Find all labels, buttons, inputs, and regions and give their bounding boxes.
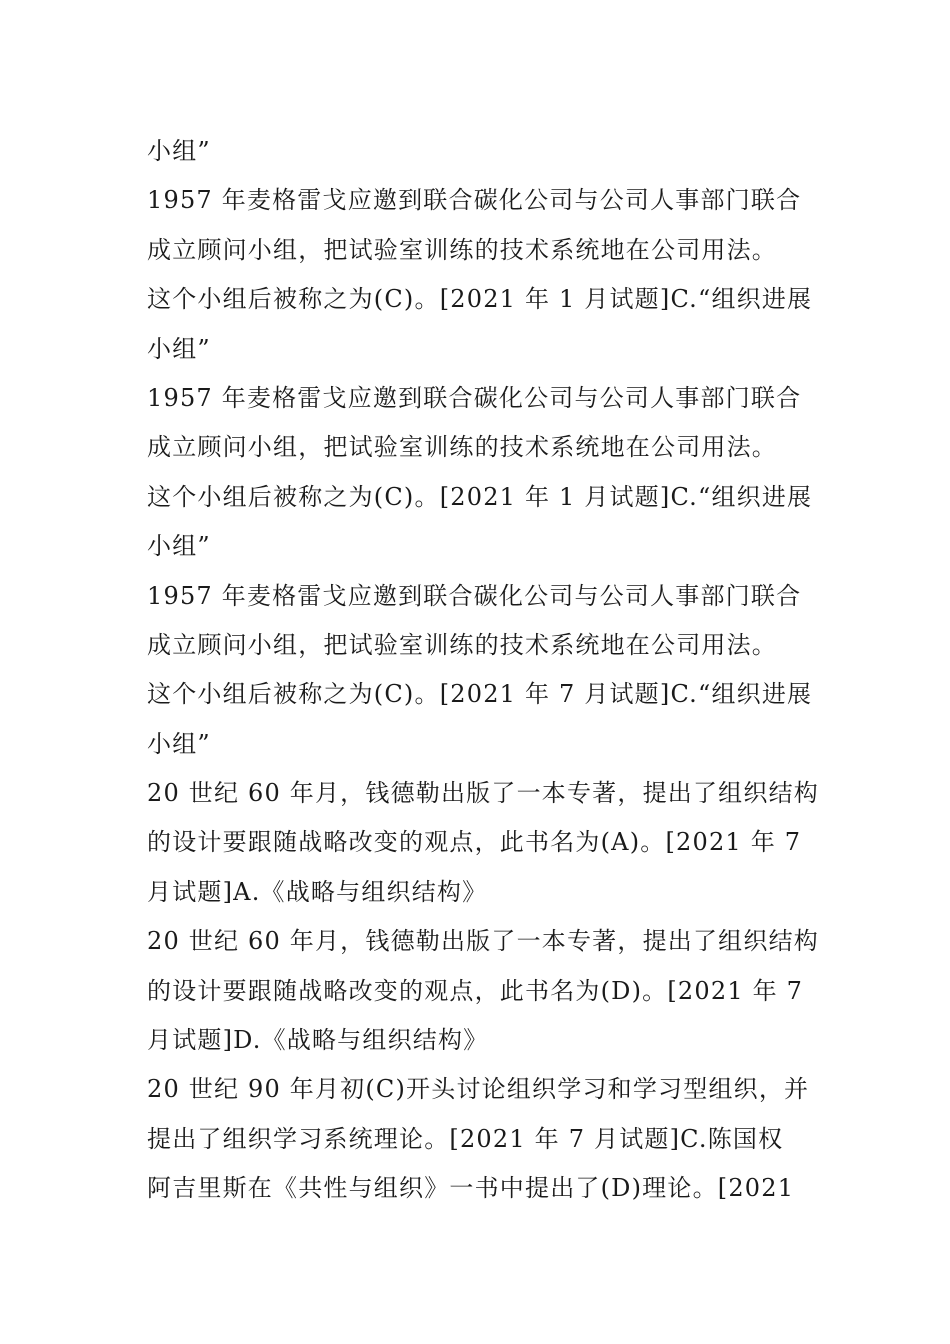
- text-line: 的设计要跟随战略改变的观点，此书名为(D)。[2021 年 7: [147, 976, 804, 1005]
- text-line: 成立顾问小组，把试验室训练的技术系统地在公司用法。: [147, 630, 777, 659]
- text-line: 1957 年麦格雷戈应邀到联合碳化公司与公司人事部门联合: [147, 186, 802, 215]
- text-line: 提出了组织学习系统理论。[2021 年 7 月试题]C.陈国权: [147, 1124, 784, 1153]
- text-line: 这个小组后被称之为(C)。[2021 年 7 月试题]C.“组织进展: [147, 680, 813, 709]
- text-line: 小组”: [147, 532, 211, 561]
- document-body: [147, 127, 819, 1214]
- text-line: 这个小组后被称之为(C)。[2021 年 1 月试题]C.“组织进展: [147, 285, 813, 314]
- text-line: 的设计要跟随战略改变的观点，此书名为(A)。[2021 年 7: [147, 828, 802, 857]
- text-line: 这个小组后被称之为(C)。[2021 年 1 月试题]C.“组织进展: [147, 482, 813, 511]
- text-line: 20 世纪 60 年月，钱德勒出版了一本专著，提出了组织结构: [147, 927, 819, 956]
- text-line: 阿吉里斯在《共性与组织》一书中提出了(D)理论。[2021: [147, 1174, 795, 1203]
- text-line: 小组”: [147, 334, 211, 363]
- text-line: 小组”: [147, 729, 211, 758]
- text-line: 成立顾问小组，把试验室训练的技术系统地在公司用法。: [147, 235, 777, 264]
- text-line: 20 世纪 60 年月，钱德勒出版了一本专著，提出了组织结构: [147, 779, 819, 808]
- text-line: 月试题]D.《战略与组织结构》: [147, 1026, 489, 1055]
- text-line: 小组”: [147, 137, 211, 165]
- text-line: 1957 年麦格雷戈应邀到联合碳化公司与公司人事部门联合: [147, 383, 802, 412]
- text-line: 20 世纪 90 年月初(C)开头讨论组织学习和学习型组织，并: [147, 1075, 810, 1104]
- text-line: 月试题]A.《战略与组织结构》: [147, 877, 488, 906]
- text-line: 成立顾问小组，把试验室训练的技术系统地在公司用法。: [147, 433, 777, 462]
- text-line: 1957 年麦格雷戈应邀到联合碳化公司与公司人事部门联合: [147, 581, 802, 610]
